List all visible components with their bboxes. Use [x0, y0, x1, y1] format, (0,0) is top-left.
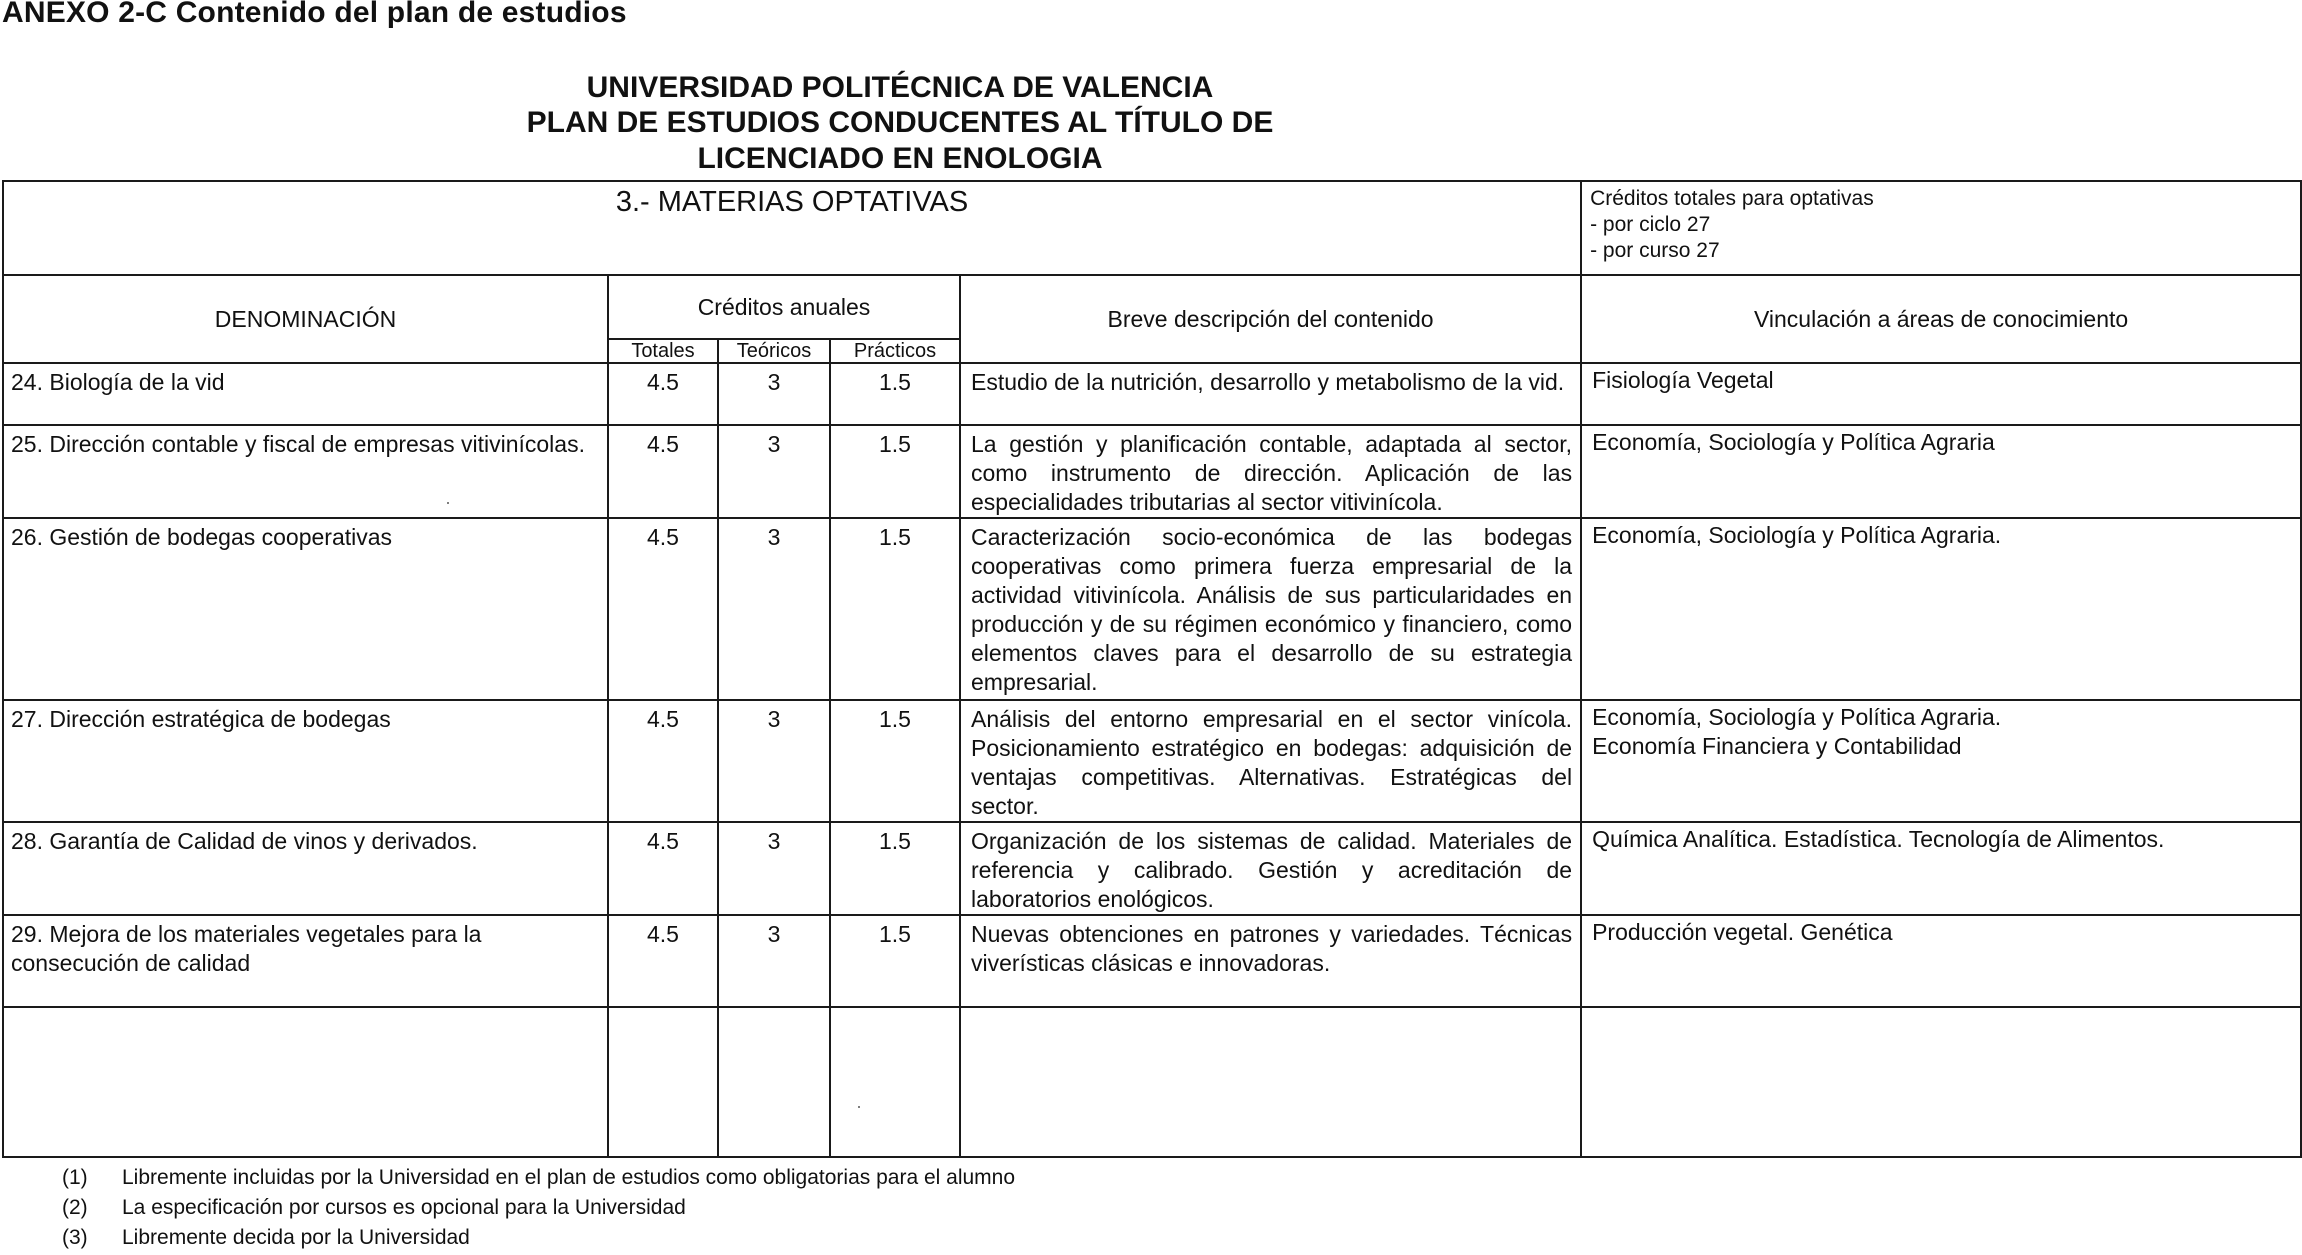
credits-total: 4.5: [608, 425, 718, 518]
credits-practice: 1.5: [830, 518, 960, 700]
area-line: Economía, Sociología y Política Agraria: [1592, 429, 1995, 455]
empty-cell: [718, 1007, 830, 1157]
footnote-text: Libremente decida por la Universidad: [122, 1226, 470, 1249]
column-header-credits: Créditos anuales: [608, 275, 960, 339]
column-header-practice: Prácticos: [830, 339, 960, 363]
credits-total: 4.5: [608, 363, 718, 425]
scan-speck: [858, 1106, 860, 1108]
footnote-number: (2): [62, 1196, 88, 1219]
column-header-theory: Teóricos: [718, 339, 830, 363]
credits-total: 4.5: [608, 700, 718, 822]
credits-practice: 1.5: [830, 700, 960, 822]
course-name: 29. Mejora de los materiales vegetales para la consecución de calidad: [3, 915, 608, 1007]
course-description: Estudio de la nutrición, desarrollo y metabolismo de la vid.: [960, 363, 1581, 425]
optional-credits-box: [1581, 181, 2301, 275]
area-line: Química Analítica. Estadística. Tecnología de Alimentos.: [1592, 826, 2165, 852]
course-name: 26. Gestión de bodegas cooperativas: [3, 518, 608, 700]
knowledge-areas: [1581, 518, 2301, 700]
optional-credits-label: Créditos totales para optativas: [1590, 187, 1874, 210]
course-description: Caracterización socio-económica de las bodegas cooperativas como primera fuerza empresarial de la actividad vitivinícola. Análisis de sus particularidades en producción y de su régimen económico y financiero, como elementos claves para el desarrollo de su estrategia empresarial.: [960, 518, 1581, 700]
degree-title: LICENCIADO EN ENOLOGIA: [697, 142, 1103, 175]
column-header-description: Breve descripción del contenido: [960, 275, 1581, 363]
credits-theory: 3: [718, 425, 830, 518]
course-description: La gestión y planificación contable, adaptada al sector, como instrumento de dirección. Aplicación de las especialidades tributarias al sector vitivinícola.: [960, 425, 1581, 518]
footnote: [62, 1163, 1015, 1193]
footnotes: [62, 1163, 1015, 1253]
credits-theory: 3: [718, 915, 830, 1007]
credits-total: 4.5: [608, 822, 718, 915]
course-name: 24. Biología de la vid: [3, 363, 608, 425]
column-header-totals: Totales: [608, 339, 718, 363]
table-row: [3, 425, 2301, 518]
credits-theory: 3: [718, 822, 830, 915]
knowledge-areas: [1581, 915, 2301, 1007]
section-title: 3.- MATERIAS OPTATIVAS: [3, 181, 1581, 275]
plan-title-line: PLAN DE ESTUDIOS CONDUCENTES AL TÍTULO DE: [526, 106, 1274, 139]
column-header-name: DENOMINACIÓN: [3, 275, 608, 363]
course-description: Nuevas obtenciones en patrones y variedades. Técnicas viverísticas clásicas e innovadoras.: [960, 915, 1581, 1007]
credits-practice: 1.5: [830, 822, 960, 915]
course-name: 25. Dirección contable y fiscal de empresas vitivinícolas.: [3, 425, 608, 518]
footnote-number: (1): [62, 1166, 88, 1189]
footnote-text: Libremente incluidas por la Universidad en el plan de estudios como obligatorias para el alumno: [122, 1166, 1016, 1189]
knowledge-areas: [1581, 822, 2301, 915]
area-line: Economía, Sociología y Política Agraria.: [1592, 522, 2002, 548]
area-line: Economía Financiera y Contabilidad: [1592, 733, 1962, 759]
footnote: [62, 1223, 1015, 1253]
course-name: 27. Dirección estratégica de bodegas: [3, 700, 608, 822]
table-row: [3, 700, 2301, 822]
credits-per-course: - por curso 27: [1590, 239, 1720, 262]
footnote: [62, 1193, 1015, 1223]
column-header-areas: Vinculación a áreas de conocimiento: [1581, 275, 2301, 363]
course-name: 28. Garantía de Calidad de vinos y derivados.: [3, 822, 608, 915]
area-line: Fisiología Vegetal: [1592, 367, 1774, 393]
empty-cell: [608, 1007, 718, 1157]
empty-cell: [960, 1007, 1581, 1157]
knowledge-areas: [1581, 700, 2301, 822]
table-row: [3, 363, 2301, 425]
credits-practice: 1.5: [830, 425, 960, 518]
empty-row: [3, 1007, 2301, 1157]
annex-title: ANEXO 2-C Contenido del plan de estudios: [2, 0, 627, 29]
footnote-text: La especificación por cursos es opcional para la Universidad: [122, 1196, 686, 1219]
footnote-number: (3): [62, 1226, 88, 1249]
course-description: Análisis del entorno empresarial en el sector vinícola. Posicionamiento estratégico en bodegas: adquisición de ventajas competitivas. Alternativas. Estratégicas del sector.: [960, 700, 1581, 822]
scan-speck: [447, 502, 449, 504]
credits-theory: 3: [718, 363, 830, 425]
university-name: UNIVERSIDAD POLITÉCNICA DE VALENCIA: [586, 71, 1214, 104]
credits-practice: 1.5: [830, 363, 960, 425]
knowledge-areas: [1581, 425, 2301, 518]
area-line: Economía, Sociología y Política Agraria.: [1592, 704, 2002, 730]
course-description: Organización de los sistemas de calidad. Materiales de referencia y calibrado. Gestión y acreditación de laboratorios enológicos.: [960, 822, 1581, 915]
empty-cell: [3, 1007, 608, 1157]
table-row: [3, 915, 2301, 1007]
empty-cell: [1581, 1007, 2301, 1157]
empty-cell: [830, 1007, 960, 1157]
credits-practice: 1.5: [830, 915, 960, 1007]
credits-per-cycle: - por ciclo 27: [1590, 213, 1711, 236]
table-row: [3, 518, 2301, 700]
courses-table: [2, 180, 2302, 1158]
credits-total: 4.5: [608, 915, 718, 1007]
credits-theory: 3: [718, 518, 830, 700]
credits-total: 4.5: [608, 518, 718, 700]
table-row: [3, 822, 2301, 915]
area-line: Producción vegetal. Genética: [1592, 919, 1893, 945]
knowledge-areas: [1581, 363, 2301, 425]
credits-theory: 3: [718, 700, 830, 822]
